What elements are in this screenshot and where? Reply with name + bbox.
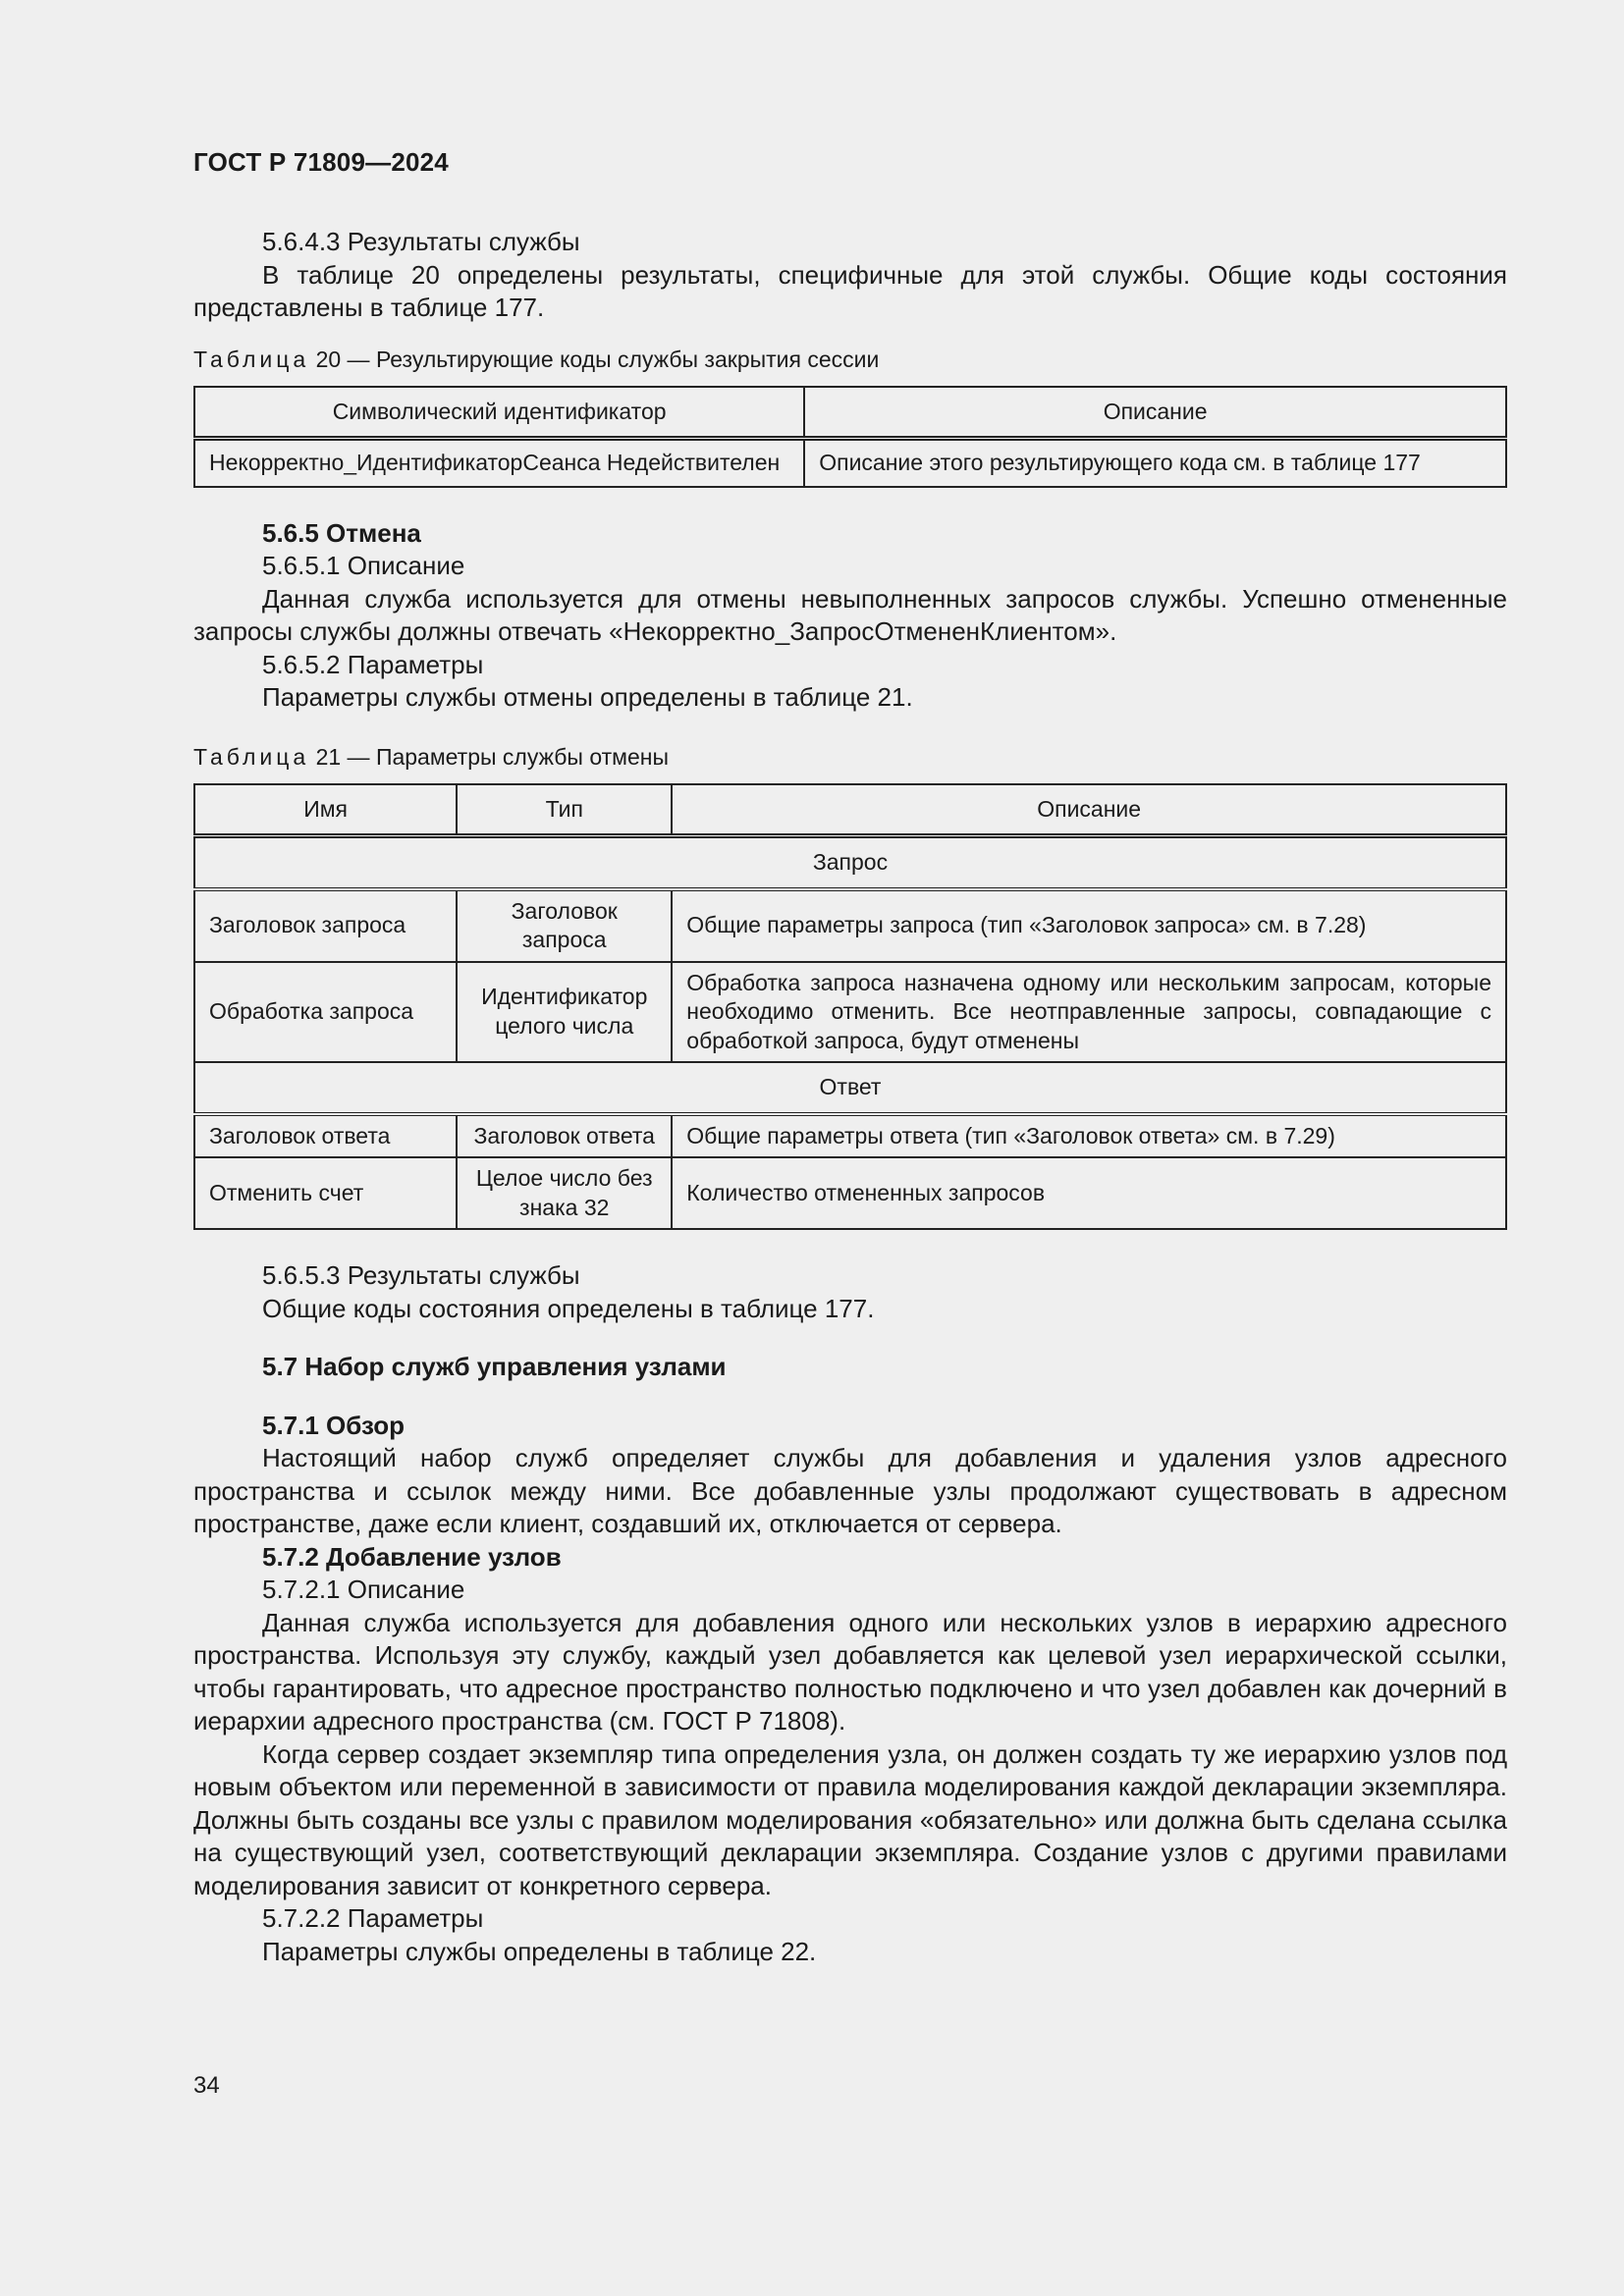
column-header: Тип [457, 784, 672, 836]
table-cell: Заголовок ответа [194, 1114, 457, 1158]
column-header: Описание [672, 784, 1506, 836]
table-row [194, 1114, 1506, 1158]
caption-title: 20 — Результирующие коды службы закрытия сессии [309, 346, 880, 372]
column-header: Описание [804, 387, 1506, 439]
heading-5-7-2-1: 5.7.2.1 Описание [262, 1575, 465, 1604]
column-header: Имя [194, 784, 457, 836]
table-cell: Общие параметры ответа (тип «Заголовок ответа» см. в 7.29) [672, 1114, 1506, 1158]
heading-5-6-5-1: 5.6.5.1 Описание [262, 551, 465, 580]
caption-prefix: Таблица [193, 743, 310, 770]
table-section-row [194, 836, 1506, 889]
heading-5-6-4-3: 5.6.4.3 Результаты службы [262, 227, 580, 256]
table-cell: Обработка запроса назначена одному или нескольким запросам, которые необходимо отменить. Все неотправленные запросы, совпадающие с обработкой запроса, будут отменены [672, 962, 1506, 1063]
paragraph: Параметры службы отмены определены в таблице 21. [262, 682, 913, 712]
paragraph: Данная служба используется для добавления одного или нескольких узлов в иерархию адресного пространства. Используя эту службу, каждый узел добавляется как целевой узел иерархической ссылки, чтобы гарантировать, что адресное пространство полностью подключено и что узел добавлен как дочерний в иерархии адресного пространства (см. ГОСТ Р 71808). [193, 1607, 1507, 1735]
paragraph: Общие коды состояния определены в таблице 177. [262, 1293, 875, 1323]
table-row [194, 1157, 1506, 1229]
heading-5-7-2: 5.7.2 Добавление узлов [262, 1541, 562, 1572]
paragraph: Когда сервер создает экземпляр типа определения узла, он должен создать ту же иерархию узлов под новым объектом или переменной в зависимости от правила моделирования каждой декларации экземпляра. Должны быть созданы все узлы с правилом моделирования «обязательно» или должна быть сделана ссылка на существующий узел, соответствующий декларации экземпляра. Создание узлов с другими правилами моделирования зависит от конкретного сервера. [193, 1738, 1507, 1900]
paragraph: Данная служба используется для отмены невыполненных запросов службы. Успешно отмененные запросы службы должны отвечать «Некорректно_ЗапросОтмененКлиентом». [193, 583, 1507, 646]
page-number: 34 [193, 2072, 220, 2099]
paragraph: Параметры службы определены в таблице 22. [262, 1936, 817, 1966]
table-cell: Заголовок запроса [457, 889, 672, 962]
paragraph: Настоящий набор служб определяет службы для добавления и удаления узлов адресного пространства и ссылок между ними. Все добавленные узлы продолжают существовать в адресном пространстве, даже если клиент, создавший их, отключается от сервера. [193, 1443, 1507, 1538]
section-label-request: Запрос [194, 836, 1506, 889]
table-row [194, 962, 1506, 1063]
document-body [193, 226, 1507, 1968]
table-cell: Отменить счет [194, 1157, 457, 1229]
table-row [194, 439, 1506, 487]
table-cell: Количество отмененных запросов [672, 1157, 1506, 1229]
table-row [194, 889, 1506, 962]
table-cell: Некорректно_ИдентификаторСеанса Недействителен [194, 439, 804, 487]
paragraph: В таблице 20 определены результаты, специфичные для этой службы. Общие коды состояния представлены в таблице 177. [193, 259, 1507, 322]
table-cell: Описание этого результирующего кода см. в таблице 177 [804, 439, 1506, 487]
table-cell: Целое число без знака 32 [457, 1157, 672, 1229]
heading-5-7-1: 5.7.1 Обзор [262, 1410, 406, 1440]
table-caption [193, 742, 1507, 772]
heading-5-6-5: 5.6.5 Отмена [262, 517, 421, 548]
caption-title: 21 — Параметры службы отмены [309, 743, 670, 770]
column-header: Символический идентификатор [194, 387, 804, 439]
table-cell: Общие параметры запроса (тип «Заголовок запроса» см. в 7.28) [672, 889, 1506, 962]
table-cell: Заголовок ответа [457, 1114, 672, 1158]
heading-5-7: 5.7 Набор служб управления узлами [262, 1352, 727, 1381]
table-21 [193, 783, 1507, 1231]
table-section-row [194, 1062, 1506, 1114]
table-20 [193, 386, 1507, 488]
table-cell: Идентификатор целого числа [457, 962, 672, 1063]
section-label-response: Ответ [194, 1062, 1506, 1114]
table-cell: Обработка запроса [194, 962, 457, 1063]
heading-5-7-2-2: 5.7.2.2 Параметры [262, 1903, 484, 1933]
document-header: ГОСТ Р 71809—2024 [193, 147, 449, 177]
heading-5-6-5-2: 5.6.5.2 Параметры [262, 649, 484, 679]
heading-5-6-5-3: 5.6.5.3 Результаты службы [262, 1260, 580, 1290]
table-cell: Заголовок запроса [194, 889, 457, 962]
caption-prefix: Таблица [193, 346, 310, 372]
table-caption [193, 345, 1507, 374]
